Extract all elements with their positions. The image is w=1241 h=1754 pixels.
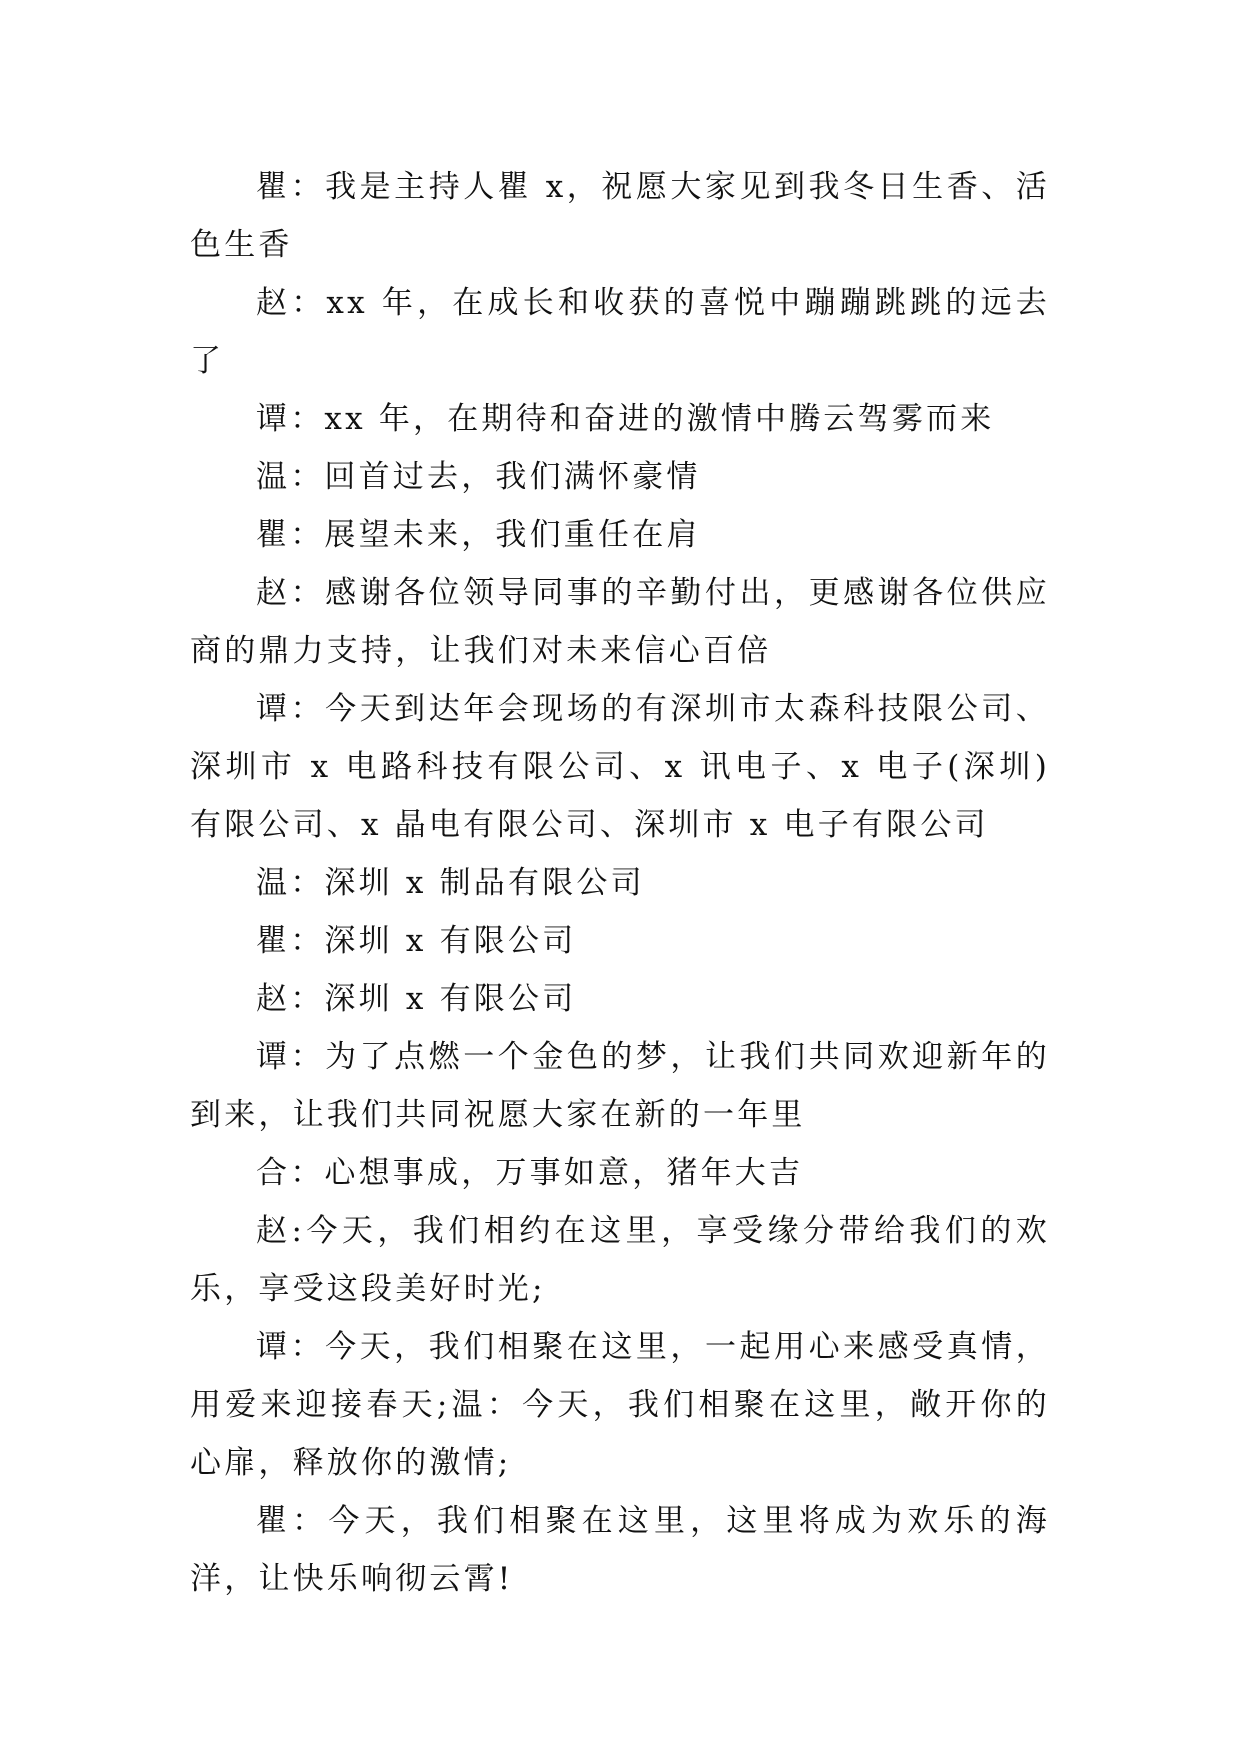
paragraph-9: 瞿：深圳 x 有限公司	[256, 923, 577, 959]
paragraph-2: 赵：xx 年，在成长和收获的喜悦中蹦蹦跳跳的远去了	[190, 285, 1050, 379]
paragraph-7: 谭：今天到达年会现场的有深圳市太森科技限公司、深圳市 x 电路科技有限公司、x 讯电子、x 电子(深圳)有限公司、x 晶电有限公司、深圳市 x 电子有限公司	[190, 691, 1050, 843]
paragraph-14: 谭：今天，我们相聚在这里，一起用心来感受真情，用爱来迎接春天;温：今天，我们相聚在这里，敞开你的心扉，释放你的激情;	[190, 1329, 1050, 1481]
paragraph-5: 瞿：展望未来，我们重任在肩	[256, 517, 701, 553]
paragraph-6: 赵：感谢各位领导同事的辛勤付出，更感谢各位供应商的鼎力支持，让我们对未来信心百倍	[190, 575, 1050, 669]
paragraph-4: 温：回首过去，我们满怀豪情	[256, 459, 701, 495]
paragraph-10: 赵：深圳 x 有限公司	[256, 981, 577, 1017]
paragraph-11: 谭：为了点燃一个金色的梦，让我们共同欢迎新年的到来，让我们共同祝愿大家在新的一年里	[190, 1039, 1050, 1133]
paragraph-8: 温：深圳 x 制品有限公司	[256, 865, 645, 901]
paragraph-12: 合：心想事成，万事如意，猪年大吉	[256, 1155, 804, 1191]
paragraph-15: 瞿：今天，我们相聚在这里，这里将成为欢乐的海洋，让快乐响彻云霄!	[190, 1503, 1050, 1597]
paragraph-3: 谭：xx 年，在期待和奋进的激情中腾云驾雾而来	[256, 401, 995, 437]
paragraph-1: 瞿：我是主持人瞿 x，祝愿大家见到我冬日生香、活色生香	[190, 169, 1050, 263]
document-body	[190, 158, 1050, 1608]
paragraph-13: 赵:今天，我们相约在这里，享受缘分带给我们的欢乐，享受这段美好时光;	[190, 1213, 1050, 1307]
